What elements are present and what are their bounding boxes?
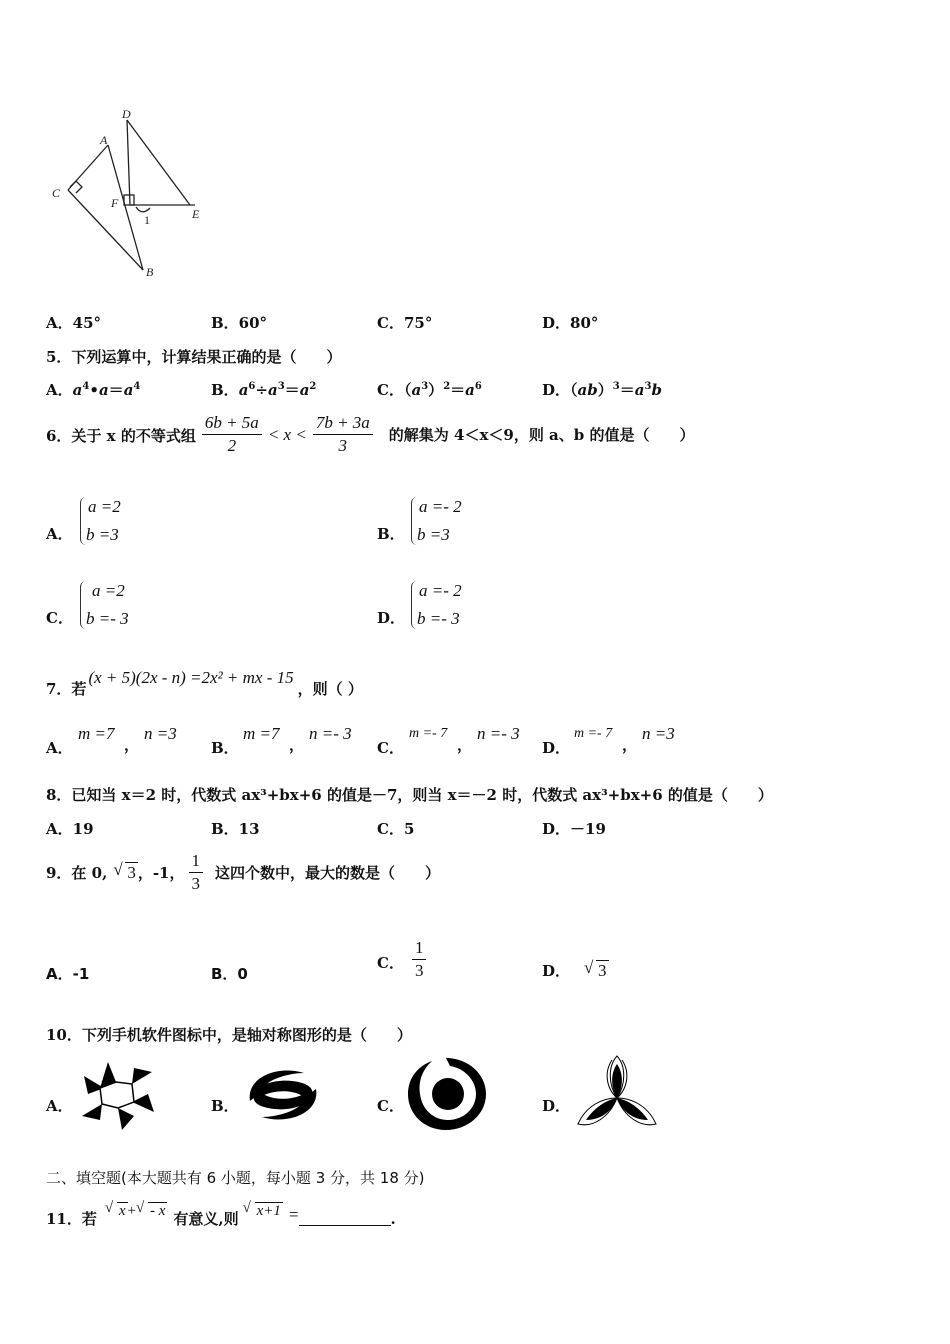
q10-a-label: A．: [46, 1097, 73, 1115]
q11-radicand-3: x+1: [256, 1203, 281, 1219]
q5-d-label: D．: [542, 381, 571, 399]
q6-c-line1: a =2: [92, 581, 125, 600]
q5-c-label: C．: [377, 381, 404, 399]
q11-sqrt-3: √ x+1: [242, 1200, 281, 1219]
q6-frac2-num: 7b + 3a: [313, 412, 373, 435]
q7-d-n: n =3: [642, 724, 675, 743]
q6-b-line1: a =- 2: [419, 497, 462, 516]
q11-radicand-1: x: [118, 1203, 126, 1219]
label-c: C: [52, 186, 61, 200]
q6-frac2-den: 3: [338, 436, 348, 455]
q9-sqrt-radicand: 3: [127, 862, 136, 882]
q11-answer-blank[interactable]: [299, 1211, 391, 1226]
q6-c-line2: b =- 3: [86, 609, 129, 628]
q9-option-c[interactable]: [377, 937, 428, 982]
q4-option-b[interactable]: B．60°: [211, 314, 268, 332]
geometry-figure: [40, 100, 220, 285]
q9-mid: ，-1，: [137, 864, 185, 882]
q11-radicand-2: - x: [150, 1203, 166, 1219]
q11-end: .: [390, 1209, 396, 1228]
q6-prefix: 6．关于 x 的不等式组: [46, 427, 196, 445]
q7-c-n: n =- 3: [477, 724, 520, 743]
q6-d-line1: a =- 2: [419, 581, 462, 600]
q5-a-label: A．: [46, 381, 73, 399]
label-angle-1: 1: [144, 213, 150, 227]
label-b: B: [146, 265, 154, 279]
q9-suffix: 这四个数中，最大的数是（ ）: [215, 864, 441, 882]
q6-c-label: C．: [46, 609, 73, 627]
q7-prefix: 7．若: [46, 680, 87, 698]
label-d: D: [122, 107, 131, 121]
q6-b-label: B．: [377, 525, 405, 543]
q9-fraction: [189, 850, 204, 895]
q7-c-label: C．: [377, 739, 404, 757]
label-f: F: [111, 196, 119, 210]
label-a: A: [100, 133, 108, 147]
q9-stem: [46, 850, 440, 895]
q9-c-fraction: [412, 937, 427, 982]
q5-option-c[interactable]: C．$(a^3)^2=a^6$: [377, 381, 482, 399]
q5-option-b[interactable]: B．$a^6\div a^3=a^2$: [211, 381, 317, 399]
q9-option-a[interactable]: A．-1: [46, 965, 90, 983]
q7-c-comma: ，: [457, 736, 473, 754]
q7-d-label: D．: [542, 739, 571, 757]
q9-c-den: 3: [414, 961, 424, 980]
q7-d-m: m =- 7: [574, 726, 613, 741]
q6-mid: < x <: [267, 424, 307, 444]
q8-option-a[interactable]: A．19: [46, 820, 94, 838]
q10-icon-c-circle[interactable]: [406, 1056, 488, 1132]
q9-c-label: C．: [377, 954, 404, 972]
q11-mid: 有意义,则: [173, 1210, 239, 1228]
q9-frac-den: 3: [191, 874, 200, 893]
q9-option-d[interactable]: [542, 957, 609, 981]
q10-icon-b-rings[interactable]: [242, 1063, 324, 1127]
q8-stem: 8．已知当 x＝2 时，代数式 ax³+bx+6 的值是－7，则当 x＝－2 时，代数式 ax³+bx+6 的值是（ ）: [46, 786, 773, 804]
q7-d-comma: ，: [622, 736, 638, 754]
q4-option-c[interactable]: C．75°: [377, 314, 433, 332]
q9-option-b[interactable]: B．0: [211, 965, 248, 983]
q5-option-d[interactable]: D．$(ab)^3=a^3b$: [542, 381, 662, 399]
q8-option-c[interactable]: C．5: [377, 820, 415, 838]
q8-option-b[interactable]: B．13: [211, 820, 260, 838]
q11-stem: [46, 1194, 396, 1229]
q6-frac1-den: 2: [227, 436, 237, 455]
q5-stem: 5．下列运算中，计算结果正确的是（ ）: [46, 348, 342, 366]
q7-c-m: m =- 7: [409, 726, 448, 741]
label-e: E: [192, 207, 200, 221]
q6-fraction-2: [313, 412, 373, 457]
q11-plus: +: [127, 1203, 137, 1219]
q6-d-line2: b =- 3: [417, 609, 460, 628]
q7-b-comma: ，: [289, 736, 305, 754]
q6-frac1-num: 6b + 5a: [202, 412, 262, 435]
q7-a-label: A．: [46, 739, 73, 757]
q7-a-comma: ，: [124, 736, 140, 754]
q9-sqrt: √ 3: [113, 859, 136, 882]
q10-c-label: C．: [377, 1097, 404, 1115]
q9-prefix: 9．在 0,: [46, 864, 108, 882]
q7-b-n: n =- 3: [309, 724, 352, 743]
q6-a-label: A．: [46, 525, 73, 543]
q9-frac-num: 1: [189, 850, 204, 873]
q11-sqrt-2: √ - x: [136, 1200, 166, 1219]
q7-stem: [46, 668, 363, 699]
q10-icon-a-star[interactable]: [78, 1058, 158, 1132]
q4-option-a[interactable]: A．45°: [46, 314, 102, 332]
q5-option-a[interactable]: A．$a^4•a=a^4$: [46, 381, 141, 399]
q10-b-label: B．: [211, 1097, 239, 1115]
q7-a-m: m =7: [78, 724, 115, 743]
q7-expression: (x + 5)(2x - n) =2x² + mx - 15: [88, 668, 294, 687]
q7-suffix: ，则（ ）: [297, 680, 363, 698]
q6-a-line2: b =3: [86, 525, 119, 544]
q11-equals: =: [288, 1204, 299, 1224]
q4-option-d[interactable]: D．80°: [542, 314, 599, 332]
q10-d-label: D．: [542, 1097, 571, 1115]
q11-sqrt-1: √ x: [104, 1200, 126, 1219]
q7-b-m: m =7: [243, 724, 280, 743]
q8-option-d[interactable]: D．－19: [542, 820, 606, 838]
q6-d-label: D．: [377, 609, 406, 627]
q6-suffix: 的解集为 4＜x＜9，则 a、b 的值是（ ）: [388, 426, 695, 444]
q7-b-label: B．: [211, 739, 239, 757]
q6-fraction-1: [202, 412, 262, 457]
q7-a-n: n =3: [144, 724, 177, 743]
q6-b-line2: b =3: [417, 525, 450, 544]
section2-heading: 二、填空题(本大题共有 6 小题，每小题 3 分，共 18 分): [46, 1169, 425, 1187]
q6-a-line1: a =2: [88, 497, 121, 516]
q10-stem: 10．下列手机软件图标中，是轴对称图形的是（ ）: [46, 1026, 412, 1044]
q11-prefix: 11．若: [46, 1210, 97, 1228]
q9-d-radicand: 3: [598, 960, 607, 980]
q10-icon-d-petals[interactable]: [574, 1054, 660, 1132]
q9-c-num: 1: [412, 937, 427, 960]
q5-b-label: B．: [211, 381, 239, 399]
q9-d-sqrt: √ 3: [584, 957, 607, 980]
q9-d-label: D．: [542, 962, 571, 980]
q6-stem: [46, 412, 695, 457]
